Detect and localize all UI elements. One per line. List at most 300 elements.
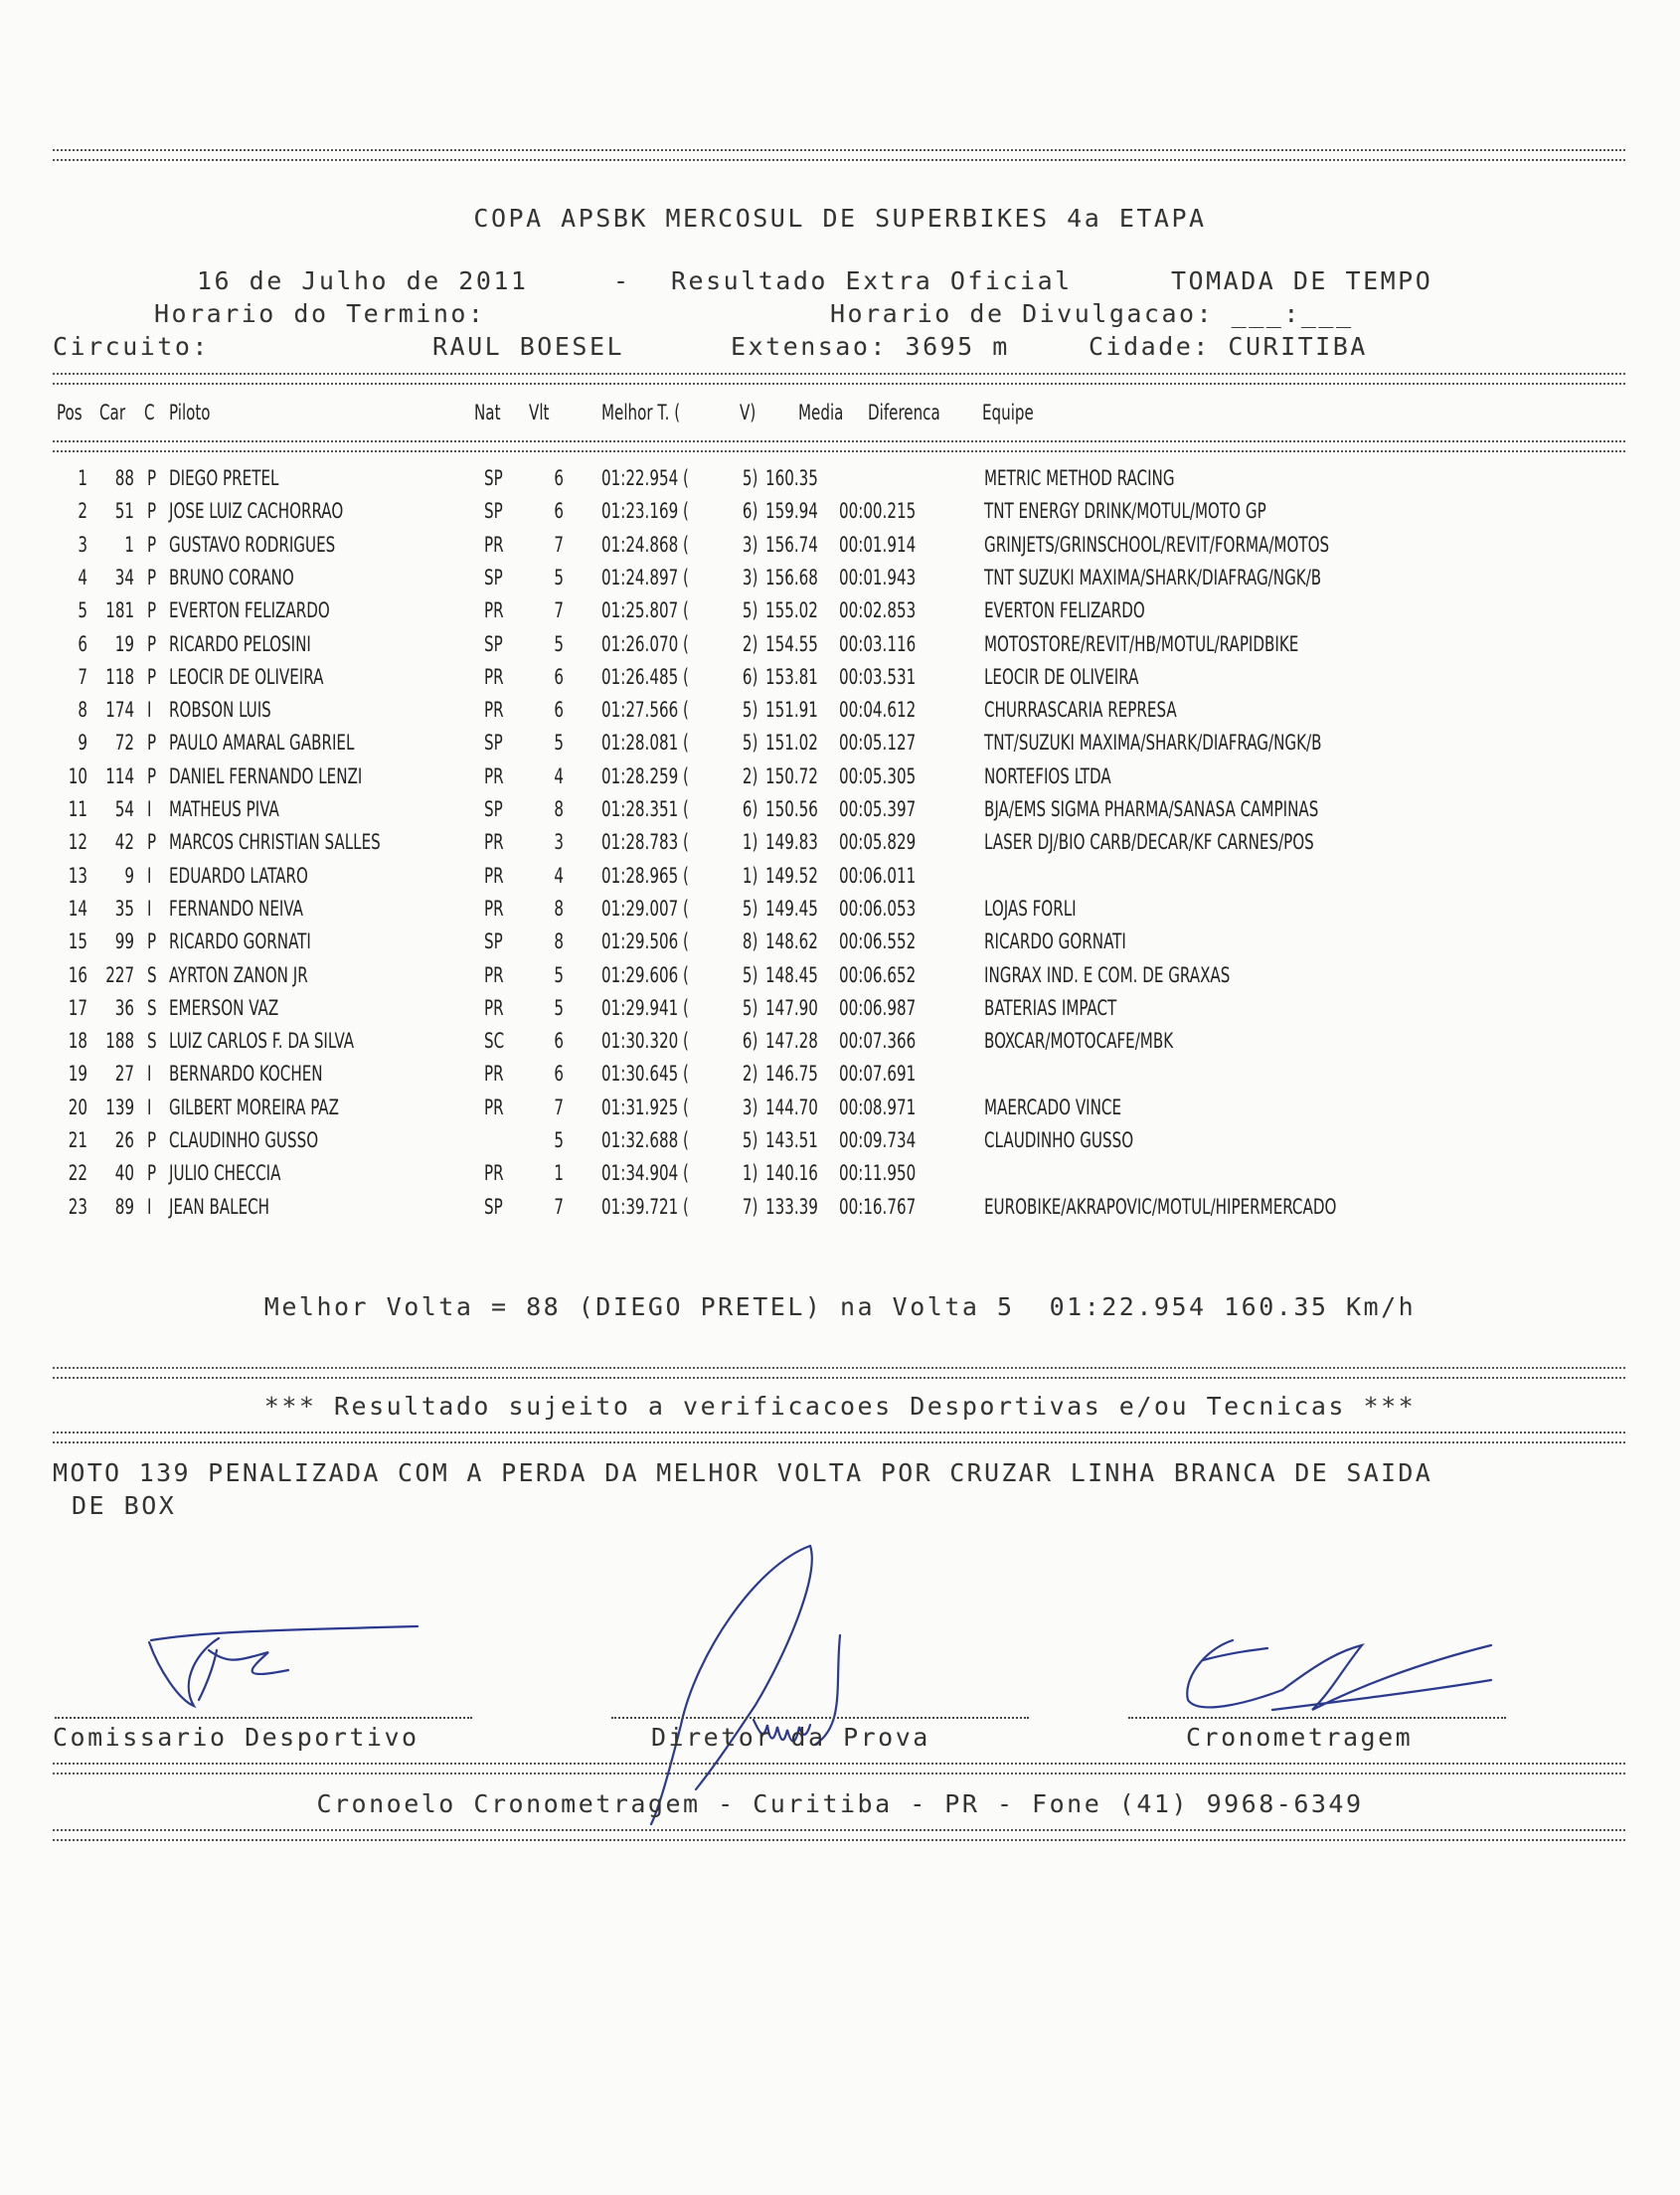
table-cell: LOJAS FORLI (984, 896, 1077, 921)
table-row (0, 897, 1680, 929)
signature-line-center (611, 1717, 1029, 1719)
table-cell: SP (484, 466, 503, 490)
table-cell: METRIC METHOD RACING (984, 466, 1175, 490)
table-cell: PR (484, 863, 504, 888)
table-cell: 01:24.897 ( (601, 565, 689, 590)
table-cell: 00:11.950 (839, 1161, 917, 1186)
table-cell: 143.51 (765, 1128, 818, 1152)
column-header: Nat (474, 401, 501, 424)
table-cell: 1 (554, 1161, 564, 1186)
table-cell: 00:06.552 (839, 929, 917, 954)
table-cell: JOSE LUIZ CACHORRAO (169, 499, 344, 524)
table-cell: 1 (78, 466, 87, 490)
table-cell: 5) (742, 466, 757, 490)
table-cell: 51 (114, 499, 134, 524)
table-cell: P (147, 598, 157, 623)
table-cell: BJA/EMS SIGMA PHARMA/SANASA CAMPINAS (984, 797, 1319, 821)
table-cell: 144.70 (765, 1095, 818, 1119)
table-cell: 01:29.506 ( (601, 929, 689, 954)
table-cell: 5) (742, 962, 757, 987)
header-dash: - (613, 266, 631, 295)
table-cell: 88 (114, 466, 134, 490)
table-cell: 7 (78, 664, 87, 689)
table-cell: P (147, 1161, 157, 1186)
table-cell: 133.39 (765, 1194, 818, 1219)
table-cell: S (147, 1029, 157, 1054)
table-cell: RICARDO GORNATI (169, 929, 311, 954)
table-cell: 8 (78, 698, 87, 723)
table-cell: 148.62 (765, 929, 818, 954)
table-row (0, 499, 1680, 532)
table-cell: 147.28 (765, 1029, 818, 1054)
table-cell: 36 (114, 995, 134, 1020)
table-cell: 5) (742, 995, 757, 1020)
table-cell: 00:02.853 (839, 598, 917, 623)
table-cell: BRUNO CORANO (169, 565, 294, 590)
column-header-row (0, 401, 1680, 433)
table-cell: 00:03.531 (839, 664, 917, 689)
table-cell: 2 (78, 499, 87, 524)
table-cell: P (147, 532, 157, 557)
table-cell: 01:32.688 ( (601, 1128, 689, 1152)
table-cell: 27 (114, 1062, 134, 1087)
circuit-label: Circuito: (53, 332, 210, 361)
table-cell: MARCOS CHRISTIAN SALLES (169, 830, 381, 855)
table-cell: 7 (554, 532, 564, 557)
table-row (0, 698, 1680, 731)
table-cell: 5) (742, 1128, 757, 1152)
separator-columns (53, 440, 1625, 452)
table-cell: 5 (554, 962, 564, 987)
table-cell: TNT SUZUKI MAXIMA/SHARK/DIAFRAG/NGK/B (984, 565, 1322, 590)
table-cell: 35 (114, 896, 134, 921)
table-cell: I (147, 1062, 152, 1087)
table-cell: 19 (114, 631, 134, 656)
table-row (0, 929, 1680, 962)
table-row (0, 533, 1680, 566)
table-cell: 6 (78, 631, 87, 656)
table-cell: CHURRASCARIA REPRESA (984, 698, 1177, 723)
separator-top (53, 149, 1625, 161)
table-cell: RICARDO GORNATI (984, 929, 1126, 954)
table-cell: ROBSON LUIS (169, 698, 271, 723)
circuit-name: RAUL BOESEL (432, 332, 625, 361)
table-cell: 01:23.169 ( (601, 499, 689, 524)
table-cell: 9 (124, 863, 134, 888)
table-cell: PR (484, 1062, 504, 1087)
table-cell: EVERTON FELIZARDO (984, 598, 1145, 623)
table-cell: 5) (742, 598, 757, 623)
table-cell: INGRAX IND. E COM. DE GRAXAS (984, 962, 1231, 987)
signature-line-left (55, 1717, 472, 1719)
table-cell: NORTEFIOS LTDA (984, 763, 1111, 788)
table-cell: 01:29.007 ( (601, 896, 689, 921)
table-row (0, 764, 1680, 797)
table-cell: 227 (105, 962, 134, 987)
table-cell: 01:30.320 ( (601, 1029, 689, 1054)
table-cell: 17 (68, 995, 87, 1020)
table-cell: 118 (105, 664, 134, 689)
table-cell: 19 (68, 1062, 87, 1087)
table-cell: 00:08.971 (839, 1095, 917, 1119)
table-cell: 6 (554, 499, 564, 524)
table-cell: MAERCADO VINCE (984, 1095, 1122, 1119)
table-cell: 1) (742, 1161, 757, 1186)
table-cell: 6) (742, 499, 757, 524)
table-row (0, 1096, 1680, 1128)
table-cell: PAULO AMARAL GABRIEL (169, 731, 355, 756)
table-cell: 00:01.943 (839, 565, 917, 590)
table-cell: LEOCIR DE OLIVEIRA (169, 664, 324, 689)
table-cell: 6 (554, 698, 564, 723)
table-row (0, 665, 1680, 698)
table-cell: 26 (114, 1128, 134, 1152)
table-cell: CLAUDINHO GUSSO (984, 1128, 1134, 1152)
table-cell: P (147, 929, 157, 954)
table-cell: 6 (554, 1062, 564, 1087)
table-cell: 40 (114, 1161, 134, 1186)
table-cell: 5) (742, 698, 757, 723)
table-cell: DANIEL FERNANDO LENZI (169, 763, 363, 788)
table-cell: 10 (68, 763, 87, 788)
table-cell: P (147, 499, 157, 524)
table-cell: LUIZ CARLOS F. DA SILVA (169, 1029, 355, 1054)
table-cell: 99 (114, 929, 134, 954)
signature-label-timing: Cronometragem (1186, 1723, 1414, 1752)
table-cell: 21 (68, 1128, 87, 1152)
table-cell: 139 (105, 1095, 134, 1119)
table-cell: 01:26.485 ( (601, 664, 689, 689)
penalty-note-line1: MOTO 139 PENALIZADA COM A PERDA DA MELHOR VOLTA POR CRUZAR LINHA BRANCA DE SAIDA (53, 1458, 1433, 1487)
table-cell: 3 (554, 830, 564, 855)
table-cell: 01:28.965 ( (601, 863, 689, 888)
table-cell: 16 (68, 962, 87, 987)
table-cell: PR (484, 830, 504, 855)
table-cell: 3) (742, 1095, 757, 1119)
table-cell: 01:39.721 ( (601, 1194, 689, 1219)
table-row (0, 1128, 1680, 1161)
column-header: Melhor T. ( (601, 401, 681, 424)
footer-contact: Cronoelo Cronometragem - Curitiba - PR - Fone (41) 9968-6349 (316, 1789, 1364, 1818)
table-cell: PR (484, 664, 504, 689)
table-cell: SP (484, 731, 503, 756)
table-cell: PR (484, 598, 504, 623)
table-cell: 00:07.691 (839, 1062, 917, 1087)
table-cell: 156.68 (765, 565, 818, 590)
table-cell: LEOCIR DE OLIVEIRA (984, 664, 1139, 689)
table-cell: PR (484, 995, 504, 1020)
table-cell: S (147, 962, 157, 987)
table-cell: 01:29.941 ( (601, 995, 689, 1020)
table-row (0, 466, 1680, 499)
separator-header (53, 373, 1625, 385)
table-cell: GRINJETS/GRINSCHOOL/REVIT/FORMA/MOTOS (984, 532, 1330, 557)
table-cell: MATHEUS PIVA (169, 797, 279, 821)
table-cell: P (147, 731, 157, 756)
release-time-label: Horario de Divulgacao: ___:___ (830, 299, 1354, 328)
table-cell: SP (484, 797, 503, 821)
result-type: Resultado Extra Oficial (671, 266, 1073, 295)
table-cell: 7) (742, 1194, 757, 1219)
event-date: 16 de Julho de 2011 (197, 266, 529, 295)
table-cell: 5 (554, 1128, 564, 1152)
table-cell: 00:09.734 (839, 1128, 917, 1152)
penalty-note-line2: DE BOX (72, 1491, 177, 1520)
table-cell: 174 (105, 698, 134, 723)
table-cell: 8 (554, 896, 564, 921)
column-header: Equipe (982, 401, 1034, 424)
table-row (0, 632, 1680, 665)
table-cell: 5 (554, 631, 564, 656)
table-cell: 1) (742, 830, 757, 855)
table-cell: P (147, 466, 157, 490)
table-row (0, 797, 1680, 830)
table-cell: 01:29.606 ( (601, 962, 689, 987)
column-header: Diferenca (868, 401, 940, 424)
table-cell: I (147, 698, 152, 723)
table-cell: 5 (554, 565, 564, 590)
table-cell: 3 (78, 532, 87, 557)
table-cell: 155.02 (765, 598, 818, 623)
column-header: V) (740, 401, 756, 424)
table-cell: BERNARDO KOCHEN (169, 1062, 323, 1087)
table-cell: PR (484, 1161, 504, 1186)
table-cell: I (147, 863, 152, 888)
signature-commissioner-icon (139, 1610, 437, 1720)
table-cell: 00:05.305 (839, 763, 917, 788)
table-cell: 23 (68, 1194, 87, 1219)
table-cell: 6) (742, 1029, 757, 1054)
separator-footer (53, 1829, 1625, 1841)
table-cell: 01:28.783 ( (601, 830, 689, 855)
table-cell: 7 (554, 1194, 564, 1219)
table-cell: BATERIAS IMPACT (984, 995, 1117, 1020)
table-cell: 149.83 (765, 830, 818, 855)
table-cell: SP (484, 1194, 503, 1219)
table-cell: 18 (68, 1029, 87, 1054)
table-cell: 4 (554, 763, 564, 788)
table-cell: 149.52 (765, 863, 818, 888)
end-time-label: Horario do Termino: (154, 299, 486, 328)
table-cell: 00:00.215 (839, 499, 917, 524)
table-cell: 13 (68, 863, 87, 888)
table-cell: P (147, 565, 157, 590)
table-cell: I (147, 1194, 152, 1219)
table-cell: BOXCAR/MOTOCAFE/MBK (984, 1029, 1174, 1054)
circuit-city: Cidade: CURITIBA (1089, 332, 1368, 361)
table-cell: 15 (68, 929, 87, 954)
table-cell: 6 (554, 1029, 564, 1054)
table-cell: 01:30.645 ( (601, 1062, 689, 1087)
table-cell: GUSTAVO RODRIGUES (169, 532, 336, 557)
table-cell: 00:03.116 (839, 631, 917, 656)
table-cell: I (147, 896, 152, 921)
table-cell: FERNANDO NEIVA (169, 896, 303, 921)
table-cell: 150.72 (765, 763, 818, 788)
table-cell: 6) (742, 664, 757, 689)
table-cell: 151.91 (765, 698, 818, 723)
table-cell: SP (484, 565, 503, 590)
table-cell: 114 (105, 763, 134, 788)
table-cell: 01:25.807 ( (601, 598, 689, 623)
table-cell: 2) (742, 631, 757, 656)
table-cell: 01:26.070 ( (601, 631, 689, 656)
table-cell: 151.02 (765, 731, 818, 756)
table-row (0, 996, 1680, 1029)
table-cell: GILBERT MOREIRA PAZ (169, 1095, 339, 1119)
table-cell: 1 (124, 532, 134, 557)
table-cell: I (147, 1095, 152, 1119)
table-cell: EVERTON FELIZARDO (169, 598, 330, 623)
table-cell: 7 (554, 598, 564, 623)
table-row (0, 1161, 1680, 1194)
table-cell: 34 (114, 565, 134, 590)
table-cell: P (147, 664, 157, 689)
table-cell: EMERSON VAZ (169, 995, 279, 1020)
signature-line-right (1128, 1717, 1506, 1719)
table-cell: 00:06.987 (839, 995, 917, 1020)
table-cell: LASER DJ/BIO CARB/DECAR/KF CARNES/POS (984, 830, 1314, 855)
best-lap: Melhor Volta = 88 (DIEGO PRETEL) na Volta 5 01:22.954 160.35 Km/h (263, 1292, 1417, 1321)
table-cell: 01:28.351 ( (601, 797, 689, 821)
table-cell: EUROBIKE/AKRAPOVIC/MOTUL/HIPERMERCADO (984, 1194, 1337, 1219)
table-cell: 00:05.829 (839, 830, 917, 855)
table-cell: PR (484, 532, 504, 557)
table-cell: 00:05.397 (839, 797, 917, 821)
table-cell: 8 (554, 929, 564, 954)
signature-label-commissioner: Comissario Desportivo (53, 1723, 420, 1752)
event-title: COPA APSBK MERCOSUL DE SUPERBIKES 4a ETAPA (473, 204, 1207, 233)
table-cell: 01:22.954 ( (601, 466, 689, 490)
table-cell: 00:05.127 (839, 731, 917, 756)
table-cell: 01:34.904 ( (601, 1161, 689, 1186)
table-cell: 6 (554, 664, 564, 689)
table-cell: EDUARDO LATARO (169, 863, 308, 888)
table-cell: 01:31.925 ( (601, 1095, 689, 1119)
signature-label-director: Diretor da Prova (651, 1723, 930, 1752)
table-cell: 20 (68, 1095, 87, 1119)
table-cell: AYRTON ZANON JR (169, 962, 308, 987)
table-cell: 146.75 (765, 1062, 818, 1087)
table-cell: 149.45 (765, 896, 818, 921)
table-cell: TNT/SUZUKI MAXIMA/SHARK/DIAFRAG/NGK/B (984, 731, 1322, 756)
table-cell: 8 (554, 797, 564, 821)
separator-disclaimer (53, 1432, 1625, 1443)
table-cell: 8) (742, 929, 757, 954)
table-cell: 00:16.767 (839, 1194, 917, 1219)
table-cell: 4 (78, 565, 87, 590)
table-cell: 3) (742, 565, 757, 590)
table-row (0, 963, 1680, 996)
table-row (0, 1062, 1680, 1095)
table-cell: CLAUDINHO GUSSO (169, 1128, 319, 1152)
table-cell: 7 (554, 1095, 564, 1119)
table-row (0, 864, 1680, 897)
table-cell: 9 (78, 731, 87, 756)
table-cell: PR (484, 763, 504, 788)
table-cell: JEAN BALECH (169, 1194, 270, 1219)
table-cell: 6 (554, 466, 564, 490)
table-cell: P (147, 763, 157, 788)
table-cell: SC (484, 1029, 505, 1054)
separator-bestlap (53, 1367, 1625, 1379)
table-cell: PR (484, 1095, 504, 1119)
table-cell: JULIO CHECCIA (169, 1161, 281, 1186)
table-cell: 154.55 (765, 631, 818, 656)
table-cell: 2) (742, 763, 757, 788)
table-cell: 00:07.366 (839, 1029, 917, 1054)
table-cell: SP (484, 499, 503, 524)
table-cell: 11 (68, 797, 87, 821)
table-cell: PR (484, 962, 504, 987)
table-cell: 12 (68, 830, 87, 855)
table-cell: 153.81 (765, 664, 818, 689)
table-cell: 00:04.612 (839, 698, 917, 723)
table-cell: 01:24.868 ( (601, 532, 689, 557)
signature-timing-icon (1173, 1620, 1511, 1730)
table-row (0, 731, 1680, 763)
table-cell: P (147, 830, 157, 855)
table-cell: PR (484, 896, 504, 921)
table-cell: 4 (554, 863, 564, 888)
table-cell: 00:01.914 (839, 532, 917, 557)
table-cell: DIEGO PRETEL (169, 466, 279, 490)
table-cell: TNT ENERGY DRINK/MOTUL/MOTO GP (984, 499, 1266, 524)
table-cell: RICARDO PELOSINI (169, 631, 311, 656)
table-cell: 01:27.566 ( (601, 698, 689, 723)
table-cell: 1) (742, 863, 757, 888)
table-cell: 00:06.011 (839, 863, 917, 888)
table-cell: 5) (742, 731, 757, 756)
table-cell: 5 (78, 598, 87, 623)
table-row (0, 1029, 1680, 1062)
table-cell: 6) (742, 797, 757, 821)
table-cell: S (147, 995, 157, 1020)
table-cell: 140.16 (765, 1161, 818, 1186)
table-row (0, 1195, 1680, 1228)
table-cell: I (147, 797, 152, 821)
table-cell: SP (484, 631, 503, 656)
table-cell: 42 (114, 830, 134, 855)
table-cell: 72 (114, 731, 134, 756)
column-header: Piloto (169, 401, 211, 424)
circuit-length: Extensao: 3695 m (731, 332, 1010, 361)
session-name: TOMADA DE TEMPO (1171, 266, 1433, 295)
table-cell: 181 (105, 598, 134, 623)
table-cell: P (147, 1128, 157, 1152)
table-cell: PR (484, 698, 504, 723)
table-cell: 89 (114, 1194, 134, 1219)
table-cell: 01:28.081 ( (601, 731, 689, 756)
column-header: Pos (57, 401, 83, 424)
table-cell: 5 (554, 995, 564, 1020)
column-header: Vlt (529, 401, 550, 424)
table-row (0, 566, 1680, 598)
disclaimer: *** Resultado sujeito a verificacoes Desportivas e/ou Tecnicas *** (263, 1392, 1417, 1421)
table-cell: 00:06.053 (839, 896, 917, 921)
table-cell: 54 (114, 797, 134, 821)
table-cell: MOTOSTORE/REVIT/HB/MOTUL/RAPIDBIKE (984, 631, 1299, 656)
column-header: Car (99, 401, 126, 424)
column-header: C (144, 401, 155, 424)
table-cell: 3) (742, 532, 757, 557)
table-cell: 5 (554, 731, 564, 756)
table-cell: 5) (742, 896, 757, 921)
table-cell: 22 (68, 1161, 87, 1186)
table-cell: 150.56 (765, 797, 818, 821)
table-cell: 01:28.259 ( (601, 763, 689, 788)
table-cell: 159.94 (765, 499, 818, 524)
